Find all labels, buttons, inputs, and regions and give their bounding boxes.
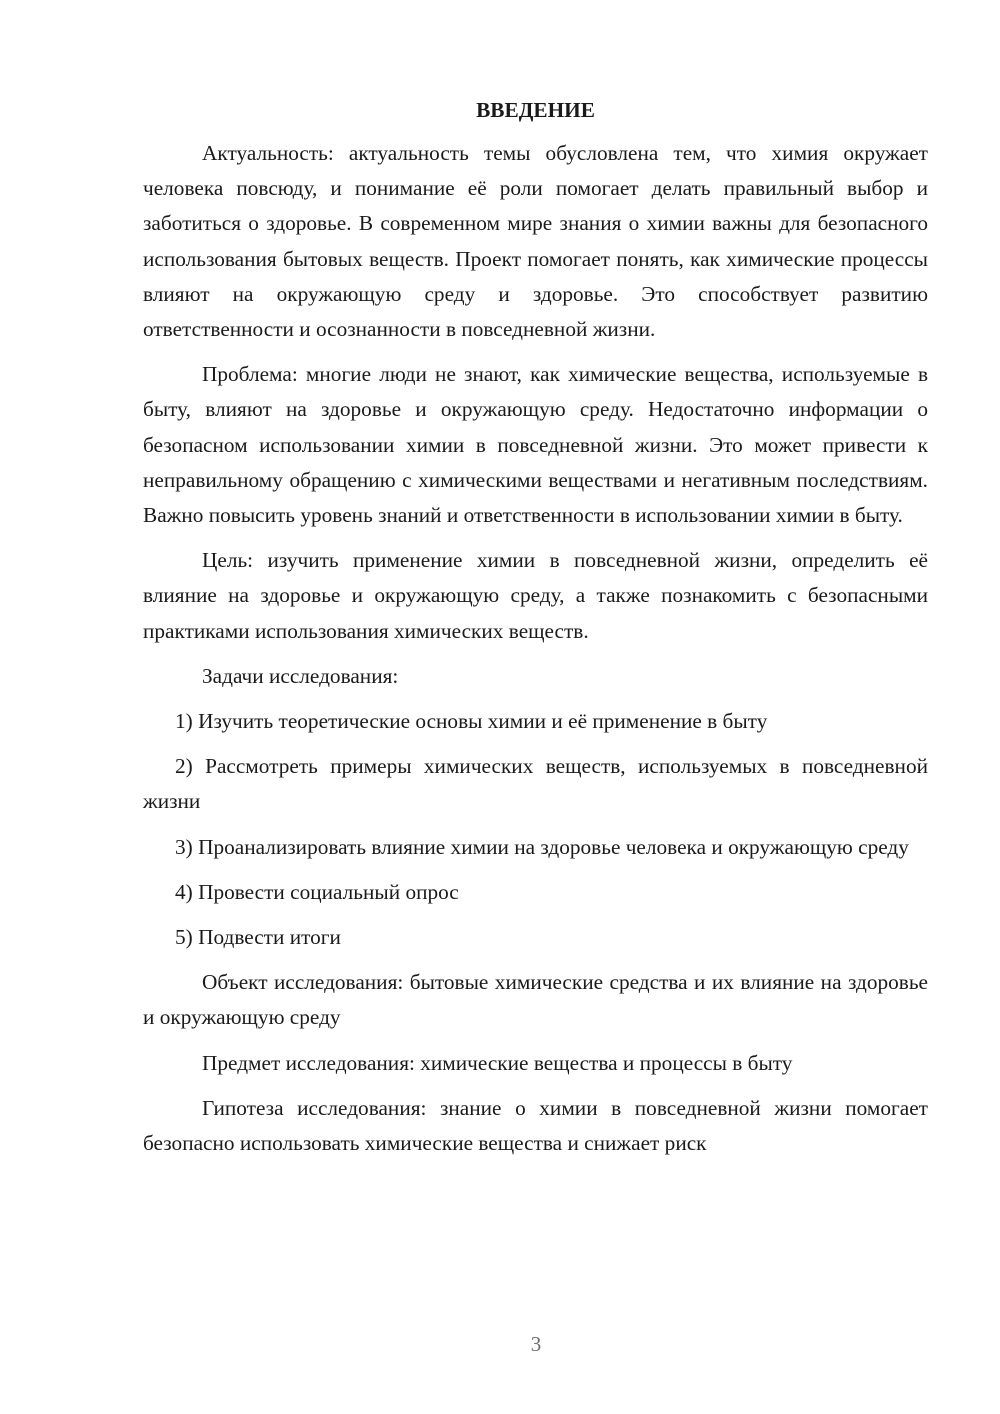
task-item-2: 2) Рассмотреть примеры химических веществ, используемых в повседневной жизни — [143, 754, 928, 814]
paragraph-relevance: Актуальность: актуальность темы обусловлена тем, что химия окружает человека повсюду, и понимание её роли помогает делать правильный выбор и заботиться о здоровье. В современном мире знания о химии важны для безопасного использования бытовых веществ. Проект помогает понять, как химические процессы влияют на окружающую среду и здоровье. Это способствует развитию ответственности и осознанности в повседневной жизни. — [143, 141, 928, 342]
paragraph-problem: Проблема: многие люди не знают, как химические вещества, используемые в быту, влияют на здоровье и окружающую среду. Недостаточно информации о безопасном использовании химии в повседневной жизни. Это может привести к неправильному обращению с химическими веществами и негативным последствиям. Важно повысить уровень знаний и ответственности в использовании химии в быту. — [143, 362, 928, 528]
paragraph-tasks-heading: Задачи исследования: — [202, 663, 399, 688]
document-body — [143, 94, 928, 1171]
section-title: ВВЕДЕНИЕ — [476, 98, 595, 122]
task-item-5: 5) Подвести итоги — [175, 925, 341, 950]
paragraph-goal: Цель: изучить применение химии в повседневной жизни, определить её влияние на здоровье и окружающую среду, а также познакомить с безопасными практиками использования химических веществ. — [143, 548, 928, 643]
page-number: 3 — [530, 1332, 542, 1356]
paragraph-hypothesis: Гипотеза исследования: знание о химии в повседневной жизни помогает безопасно использовать химические вещества и снижает риск — [143, 1095, 928, 1156]
task-item-1: 1) Изучить теоретические основы химии и её применение в быту — [175, 709, 768, 734]
paragraph-subject: Предмет исследования: химические вещества и процессы в быту — [202, 1050, 793, 1075]
paragraph-object: Объект исследования: бытовые химические средства и их влияние на здоровье и окружающую среду — [143, 970, 928, 1030]
task-item-4: 4) Провести социальный опрос — [175, 879, 459, 904]
task-item-3: 3) Проанализировать влияние химии на здоровье человека и окружающую среду — [175, 834, 909, 859]
